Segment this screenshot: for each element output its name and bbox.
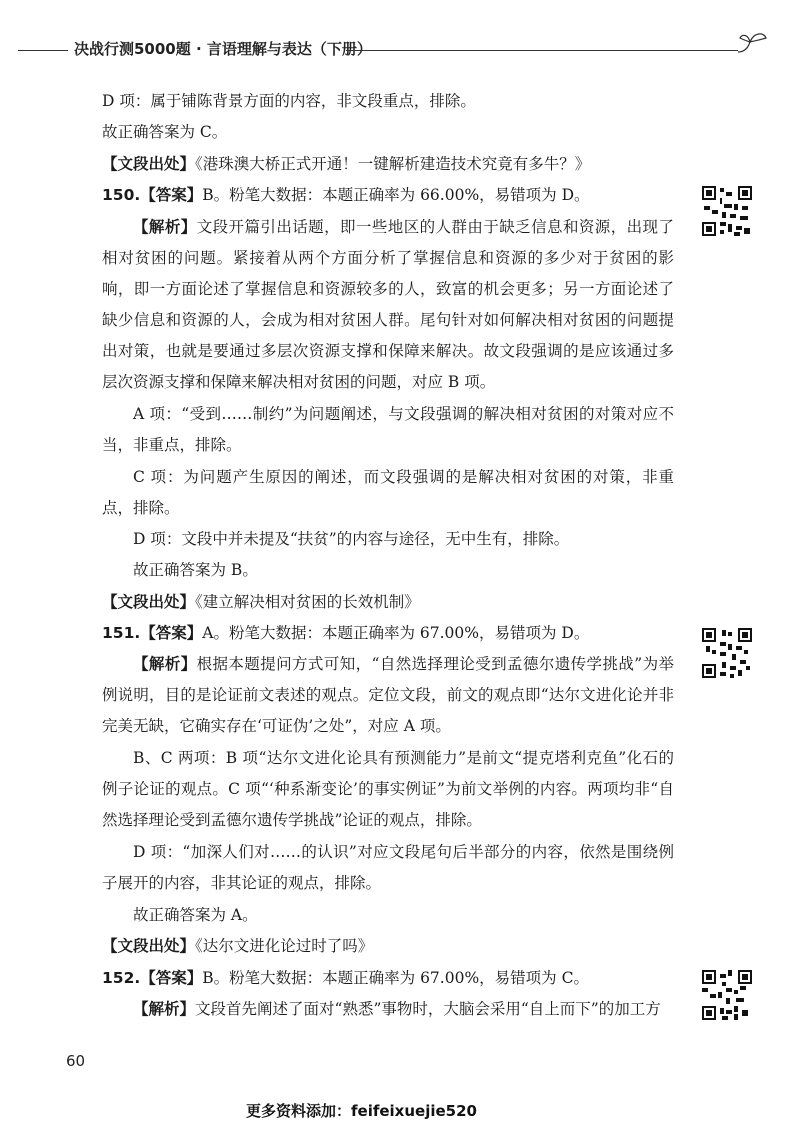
paragraph: 故正确答案为 B。 bbox=[133, 561, 258, 579]
paragraph: A 项：“受到……制约”为问题阐述，与文段强调的解决相对贫困的对策对应不当，非重点，排除。 bbox=[102, 405, 674, 454]
label-marker: 150.【答案】 bbox=[102, 186, 203, 204]
paragraph: 故正确答案为 A。 bbox=[133, 906, 258, 924]
paragraph: D 项：文段中并未提及“扶贫”的内容与途径，无中生有，排除。 bbox=[133, 530, 570, 548]
paragraph: 故正确答案为 C。 bbox=[102, 123, 228, 141]
analysis-paragraph: 【解析】根据本题提问方式可知，“自然选择理论受到孟德尔遗传学挑战”为举例说明，目的是论证前文表述的观点。定位文段，前文的观点即“达尔文进化论并非完美无缺，它确实存在‘可证伪’之处”，对应 A 项。 bbox=[102, 655, 674, 735]
answer-line: 151.【答案】A。粉笔大数据：本题正确率为 67.00%，易错项为 D。 bbox=[102, 624, 590, 642]
answer-line: 152.【答案】B。粉笔大数据：本题正确率为 67.00%，易错项为 C。 bbox=[102, 969, 589, 987]
label-marker: 【解析】 bbox=[133, 218, 197, 236]
label-marker: 【解析】 bbox=[133, 655, 197, 673]
analysis-paragraph: 【解析】文段首先阐述了面对“熟悉”事物时，大脑会采用“自上而下”的加工方 bbox=[133, 1000, 661, 1018]
label-marker: 【文段出处】 bbox=[102, 593, 196, 611]
qr-code-icon bbox=[702, 628, 752, 678]
analysis-paragraph: 【解析】文段开篇引出话题，即一些地区的人群由于缺乏信息和资源，出现了相对贫困的问题。紧接着从两个方面分析了掌握信息和资源的多少对于贫困的影响，即一方面论述了掌握信息和资源较多的人，致富的机会更多；另一方面论述了缺少信息和资源的人，会成为相对贫困人群。尾句针对如何解决相对贫困的问题提出对策，也就是要通过多层次资源支撑和保障来解决。故文段强调的是应该通过多层次资源支撑和保障来解决相对贫困的问题，对应 B 项。 bbox=[102, 218, 674, 391]
page-number: 60 bbox=[66, 1052, 86, 1070]
label-marker: 152.【答案】 bbox=[102, 969, 203, 987]
source-line: 【文段出处】《港珠澳大桥正式开通！一键解析建造技术究竟有多牛？》 bbox=[102, 155, 591, 173]
qr-code-icon bbox=[702, 186, 752, 236]
answer-line: 150.【答案】B。粉笔大数据：本题正确率为 66.00%，易错项为 D。 bbox=[102, 186, 590, 204]
source-line: 【文段出处】《达尔文进化论过时了吗》 bbox=[102, 937, 374, 955]
qr-code-icon bbox=[702, 970, 752, 1020]
source-line: 【文段出处】《建立解决相对贫困的长效机制》 bbox=[102, 593, 420, 611]
paragraph: D 项：属于铺陈背景方面的内容，非文段重点，排除。 bbox=[102, 92, 476, 110]
paragraph: D 项：“加深人们对……的认识”对应文段尾句后半部分的内容，依然是围绕例子展开的内容，非其论证的观点，排除。 bbox=[102, 843, 674, 892]
label-marker: 【文段出处】 bbox=[102, 155, 196, 173]
paragraph: C 项：为问题产生原因的阐述，而文段强调的是解决相对贫困的对策，非重点，排除。 bbox=[102, 468, 674, 517]
paragraph: B、C 两项：B 项“达尔文进化论具有预测能力”是前文“提克塔利克鱼”化石的例子论证的观点。C 项“‘种系渐变论’的事实例证”为前文举例的内容。两项均非“自然选择理论受到孟德尔遗传学挑战”论证的观点，排除。 bbox=[102, 749, 674, 829]
label-marker: 【解析】 bbox=[133, 1000, 196, 1018]
label-marker: 【文段出处】 bbox=[102, 937, 196, 955]
header-title: 决战行测5000题 · 言语理解与表达（下册） bbox=[74, 40, 372, 58]
label-marker: 151.【答案】 bbox=[102, 624, 203, 642]
footer-note: 更多资料添加：feifeixuejie520 bbox=[246, 1102, 477, 1120]
